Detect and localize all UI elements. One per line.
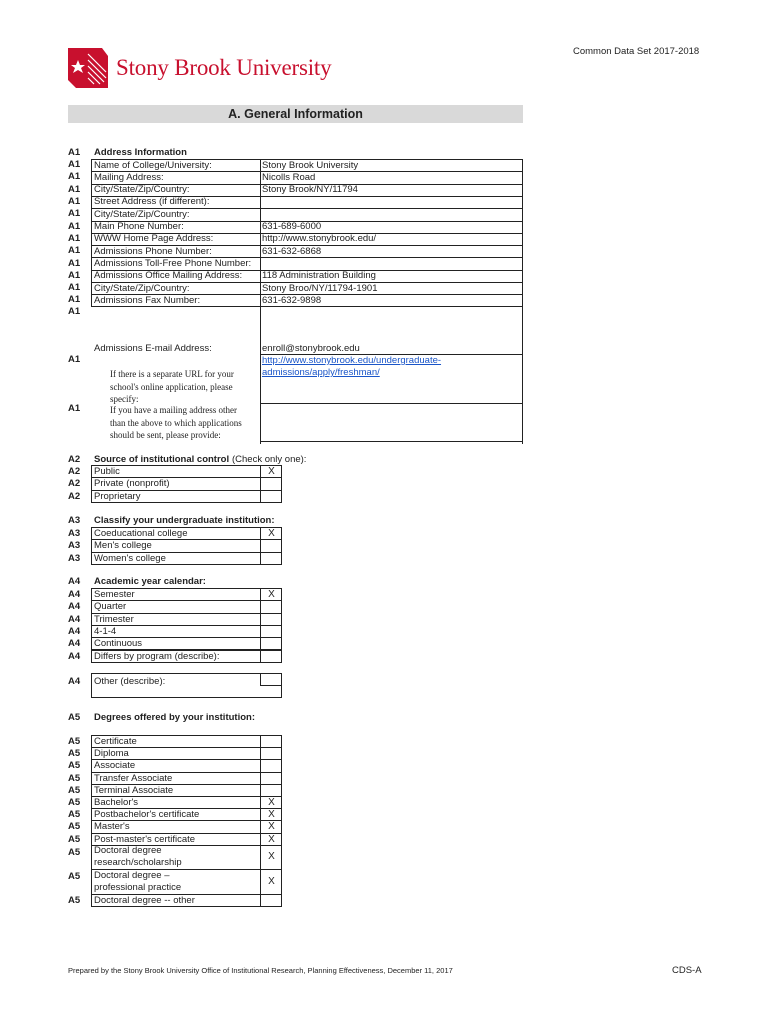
a5-code: A5: [68, 712, 81, 723]
a1-field-label: Admissions Office Mailing Address:: [94, 270, 243, 282]
a1-field-value: Nicolls Road: [262, 171, 316, 183]
a1-field-value: http://www.stonybrook.edu/: [262, 233, 377, 245]
a1-field-label: Admissions Toll-Free Phone Number:: [94, 257, 252, 269]
a2-code: A2: [68, 478, 81, 490]
a4-checkbox[interactable]: [260, 637, 282, 650]
a5-option-label: Diploma: [94, 748, 129, 760]
a2-checkbox[interactable]: [260, 477, 282, 490]
a5-check-mark: X: [268, 875, 275, 887]
a4-check-mark: X: [268, 589, 275, 600]
a5-checkbox[interactable]: [260, 747, 282, 760]
a4-option-label: Semester: [94, 589, 135, 600]
a5-option-label: Bachelor's: [94, 797, 139, 808]
a5-heading: Degrees offered by your institution:: [94, 712, 255, 723]
a1-heading: Address Information: [94, 147, 187, 158]
a3-check-mark: X: [268, 528, 275, 539]
a1-code: A1: [68, 282, 81, 293]
a5-checkbox[interactable]: [260, 772, 282, 785]
admissions-email-label: Admissions E-mail Address:: [94, 343, 212, 354]
a2-option-label: Public: [94, 466, 120, 477]
a1-field-label: City/State/Zip/Country:: [94, 208, 190, 220]
a5-doctoral-label: Doctoral degree: [94, 845, 162, 857]
a5-code: A5: [68, 736, 81, 747]
a5-checkbox[interactable]: [260, 784, 282, 797]
a5-check-mark: X: [268, 809, 275, 821]
a1-code: A1: [68, 184, 81, 195]
a5-option-label: Master's: [94, 821, 130, 833]
a4-code: A4: [68, 613, 81, 625]
a1-field-label: City/State/Zip/Country:: [94, 282, 190, 294]
a5-option-label: Associate: [94, 760, 136, 772]
a1-field-label: City/State/Zip/Country:: [94, 184, 190, 196]
a2-code: A2: [68, 454, 81, 465]
a1-code: A1: [68, 159, 81, 170]
a4-other-label: Other (describe):: [94, 676, 166, 687]
a4-code: A4: [68, 638, 81, 650]
a2-code: A2: [68, 490, 81, 502]
a1-field-label: Mailing Address:: [94, 171, 164, 183]
a4-code: A4: [68, 576, 81, 587]
a1-code: A1: [68, 245, 81, 256]
a5-code: A5: [68, 748, 81, 760]
a3-option-label: Coeducational college: [94, 528, 188, 539]
footer-prepared-by: Prepared by the Stony Brook University Office of Institutional Research, Planning Effectiveness, December 11, 2017: [68, 966, 453, 975]
a4-checkbox[interactable]: [260, 613, 282, 626]
a4-code: A4: [68, 589, 81, 600]
a1-code: A1: [68, 233, 81, 244]
a1-field-label: WWW Home Page Address:: [94, 233, 214, 245]
a4-code: A4: [68, 625, 81, 637]
a2-check-mark: X: [268, 466, 275, 477]
a1-code: A1: [68, 147, 81, 158]
a5-option-label: Post-master's certificate: [94, 833, 196, 845]
a4-checkbox[interactable]: [260, 650, 282, 663]
a1-code: A1: [68, 221, 81, 232]
a4-option-label: Continuous: [94, 638, 143, 650]
a4-checkbox[interactable]: [260, 625, 282, 638]
university-logo: [66, 46, 356, 90]
a4-option-row: [91, 625, 261, 638]
a2-option-label: Proprietary: [94, 490, 141, 502]
a5-doctoral-other-label: Doctoral degree -- other: [94, 894, 195, 906]
a5-code: A5: [68, 760, 81, 772]
footer-page-label: CDS-A: [672, 965, 702, 976]
a5-doctoral-label: research/scholarship: [94, 857, 182, 869]
a1-code: A1: [68, 306, 81, 317]
a5-code: A5: [68, 809, 81, 821]
a5-code: A5: [68, 821, 81, 833]
a3-code: A3: [68, 540, 81, 552]
a1-code: A1: [68, 196, 81, 207]
a2-heading: Source of institutional control: [94, 454, 230, 465]
a1-field-value: Stony Brook University: [262, 159, 359, 171]
a3-code: A3: [68, 515, 81, 526]
a5-doctoral-label: Doctoral degree –: [94, 869, 170, 881]
a1-field-label: Name of College/University:: [94, 159, 212, 171]
a4-option-label: Trimester: [94, 613, 134, 625]
a5-option-label: Terminal Associate: [94, 784, 174, 796]
a5-code: A5: [68, 797, 81, 808]
a1-field-label: Street Address (if different):: [94, 196, 210, 208]
a4-code: A4: [68, 676, 81, 687]
alt-mailing-address-note: If you have a mailing address other than the above to which applications should be sent, please provide:: [110, 405, 242, 440]
a2-checkbox[interactable]: [260, 490, 282, 503]
a1-field-value: 118 Administration Building: [262, 270, 376, 282]
a1-code: A1: [68, 270, 81, 281]
a1-field-value: Stony Brook/NY/11794: [262, 184, 358, 196]
a4-heading: Academic year calendar:: [94, 576, 206, 587]
a2-heading-note: (Check only one):: [232, 454, 307, 465]
a1-field-value: 631-689-6000: [262, 221, 322, 232]
a3-code: A3: [68, 528, 81, 539]
a5-code: A5: [68, 772, 81, 784]
a5-code: A5: [68, 784, 81, 796]
a1-code: A1: [68, 354, 81, 365]
a1-code: A1: [68, 208, 81, 219]
a5-option-label: Certificate: [94, 736, 137, 747]
a1-code: A1: [68, 294, 81, 305]
a1-field-value: 631-632-6868: [262, 245, 322, 257]
a1-field-label: Admissions Phone Number:: [94, 245, 212, 257]
a4-code: A4: [68, 601, 81, 613]
a5-checkbox[interactable]: [260, 759, 282, 772]
logo-mark-icon: [66, 46, 110, 90]
a5-check-mark: X: [268, 797, 275, 808]
a5-code: A5: [68, 894, 81, 906]
admissions-email-value: enroll@stonybrook.edu: [262, 343, 360, 354]
a4-other-input[interactable]: [91, 673, 282, 698]
a5-option-label: Postbachelor's certificate: [94, 809, 200, 821]
cds-year-label: Common Data Set 2017-2018: [573, 46, 700, 57]
university-wordmark: Stony Brook University: [116, 55, 332, 80]
a3-heading: Classify your undergraduate institution:: [94, 515, 275, 526]
a1-field-value: 631-632-9898: [262, 294, 322, 306]
a5-doctoral-label: professional practice: [94, 881, 182, 893]
a1-field-label: Main Phone Number:: [94, 221, 184, 232]
a3-option-label: Women's college: [94, 552, 166, 564]
a3-checkbox[interactable]: [260, 539, 282, 552]
a1-field-value: Stony Broo/NY/11794-1901: [262, 282, 378, 294]
a5-check-mark: X: [268, 821, 275, 833]
section-title: A. General Information: [228, 107, 363, 121]
a1-code: A1: [68, 258, 81, 269]
a5-option-label: Transfer Associate: [94, 772, 173, 784]
a1-code: A1: [68, 171, 81, 182]
a4-checkbox[interactable]: [260, 600, 282, 613]
a5-checkbox[interactable]: [260, 894, 282, 907]
a5-check-mark: X: [268, 851, 275, 863]
a4-option-label: 4-1-4: [94, 625, 117, 637]
a4-other-check[interactable]: [260, 673, 282, 686]
online-application-note: If there is a separate URL for your school's online application, please specify:: [110, 369, 234, 404]
a5-code: A5: [68, 871, 81, 883]
a5-code: A5: [68, 833, 81, 845]
a5-code: A5: [68, 846, 81, 858]
a2-code: A2: [68, 466, 81, 477]
a3-checkbox[interactable]: [260, 552, 282, 565]
a5-check-mark: X: [268, 833, 275, 845]
a3-option-label: Men's college: [94, 540, 152, 552]
a1-field-label: Admissions Fax Number:: [94, 294, 201, 306]
a1-code: A1: [68, 403, 81, 414]
a4-option-label: Differs by program (describe):: [94, 650, 220, 662]
a2-option-label: Private (nonprofit): [94, 478, 170, 490]
a4-code: A4: [68, 650, 81, 662]
a4-option-label: Quarter: [94, 601, 127, 613]
a3-code: A3: [68, 552, 81, 564]
online-application-link[interactable]: http://www.stonybrook.edu/undergraduate- admissions/apply/freshman/: [262, 355, 442, 378]
